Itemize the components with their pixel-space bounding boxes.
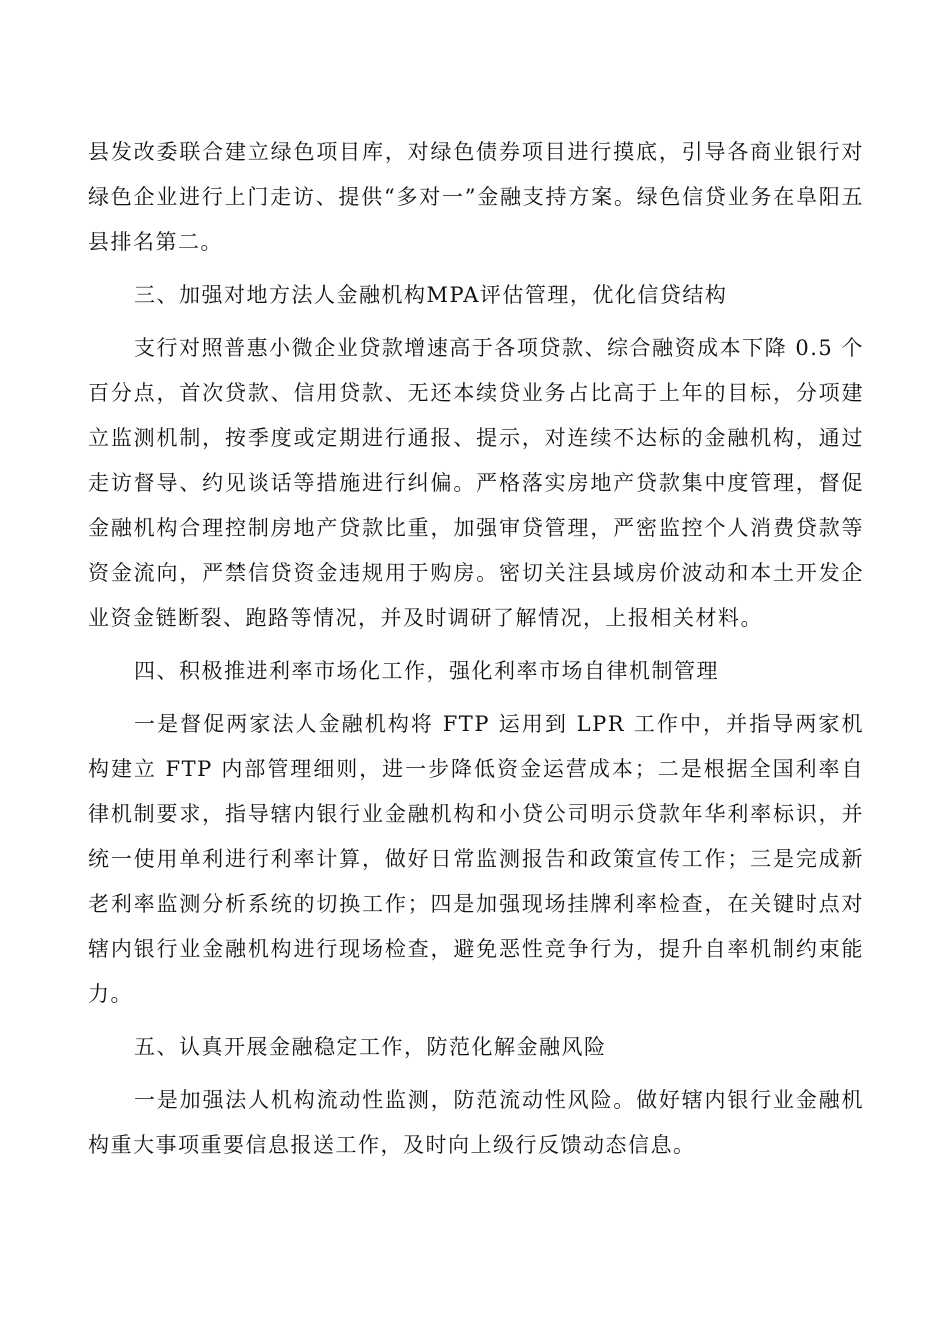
section-heading-3: 三、加强对地方法人金融机构MPA评估管理，优化信贷结构 (134, 283, 728, 307)
paragraph-financial-stability: 一是加强法人机构流动性监测，防范流动性风险。做好辖内银行业金融机构重大事项重要信息报送工作，及时向上级行反馈动态信息。 (88, 1088, 864, 1157)
paragraph-interest-rate: 一是督促两家法人金融机构将 FTP 运用到 LPR 工作中，并指导两家机构建立 FTP 内部管理细则，进一步降低资金运营成本；二是根据全国利率自律机制要求，指导辖内银行业金融机构和小贷公司明示贷款年华利率标识，并统一使用单利进行利率计算，做好日常监测报告和政策宣传工作；三是完成新老利率监测分析系统的切换工作；四是加强现场挂牌利率检查，在关键时点对辖内银行业金融机构进行现场检查，避免恶性竞争行为，提升自率机制约束能力。 (88, 712, 864, 1006)
paragraph-mpa-management: 支行对照普惠小微企业贷款增速高于各项贷款、综合融资成本下降 0.5 个百分点，首次贷款、信用贷款、无还本续贷业务占比高于上年的目标，分项建立监测机制，按季度或定期进行通报、提示，对连续不达标的金融机构，通过走访督导、约见谈话等措施进行纠偏。严格落实房地产贷款集中度管理，督促金融机构合理控制房地产贷款比重，加强审贷管理，严密监控个人消费贷款等资金流向，严禁信贷资金违规用于购房。密切关注县域房价波动和本土开发企业资金链断裂、跑路等情况，并及时调研了解情况，上报相关材料。 (88, 336, 864, 630)
document-body (88, 130, 864, 1168)
section-heading-4: 四、积极推进利率市场化工作，强化利率市场自律机制管理 (134, 659, 719, 683)
section-heading-5: 五、认真开展金融稳定工作，防范化解金融风险 (134, 1035, 607, 1059)
paragraph-green-finance-continued: 县发改委联合建立绿色项目库，对绿色债券项目进行摸底，引导各商业银行对绿色企业进行上门走访、提供“多对一”金融支持方案。绿色信贷业务在阜阳五县排名第二。 (88, 140, 864, 254)
